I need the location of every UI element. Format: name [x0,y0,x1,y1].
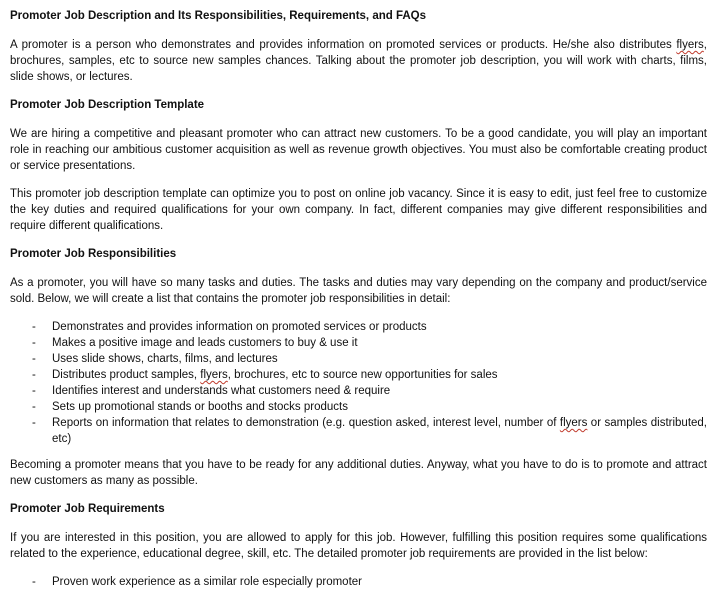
list-item [10,574,707,590]
template-paragraph-1: We are hiring a competitive and pleasant promoter who can attract new customers. To be a good candidate, you will play an important role in reaching our ambitious customer acquisition as well as revenue growth objectives. You must also be comfortable creating product or service presentations. [10,128,707,172]
list-item-text: Makes a positive image and leads customers to buy & use it [52,337,358,349]
list-dash: - [32,321,36,333]
intro-paragraph [10,37,707,85]
intro-text-before: A promoter is a person who demonstrates and provides information on promoted services or products. He/she also distributes [10,39,677,51]
responsibilities-closing: Becoming a promoter means that you have to be ready for any additional duties. Anyway, what you have to do is to promote and attract new customers as many as possible. [10,459,707,487]
template-heading: Promoter Job Description Template [10,99,205,111]
list-item [10,319,707,335]
list-dash: - [32,369,36,381]
list-item [10,399,707,415]
list-item-text: Sets up promotional stands or booths and stocks products [52,401,348,413]
spelling-flag-flyers: flyers [200,369,228,381]
responsibilities-list [10,319,707,447]
list-dash: - [32,353,36,365]
list-dash: - [32,417,36,429]
list-item [10,415,707,447]
list-dash: - [32,337,36,349]
responsibilities-heading: Promoter Job Responsibilities [10,248,177,260]
list-item-text-before: Distributes product samples, [52,369,201,381]
requirements-heading: Promoter Job Requirements [10,503,165,515]
list-item-text: Demonstrates and provides information on promoted services or products [52,321,427,333]
responsibilities-intro: As a promoter, you will have so many tasks and duties. The tasks and duties may vary depending on the company and product/service sold. Below, we will create a list that contains the promoter job responsibilities in detail: [10,277,707,305]
template-paragraph-2: This promoter job description template can optimize you to post on online job vacancy. Since it is easy to edit, just feel free to customize the key duties and required qualifications for your own company. In fact, different companies may give different responsibilities and require different qualifications. [10,188,707,232]
spelling-flag-flyers: flyers [559,417,588,429]
list-item [10,335,707,351]
requirements-list [10,574,707,590]
list-item [10,351,707,367]
page-title: Promoter Job Description and Its Responsibilities, Requirements, and FAQs [10,10,426,22]
list-item-text-before: Reports on information that relates to demonstration (e.g. question asked, interest level, number of [52,417,560,429]
list-item-text: Proven work experience as a similar role especially promoter [52,576,362,588]
list-item [10,367,707,383]
list-item-text-after: or samples distributed, etc) [52,417,707,445]
list-dash: - [32,385,36,397]
list-item-text: Identifies interest and understands what customers need & require [52,385,391,397]
list-dash: - [32,576,36,588]
list-dash: - [32,401,36,413]
requirements-intro: If you are interested in this position, you are allowed to apply for this job. However, fulfilling this position requires some qualifications related to the experience, educational degree, skill, etc. The detailed promoter job requirements are provided in the list below: [10,532,707,560]
spelling-flag-flyers: flyers [676,39,704,51]
list-item-text: Uses slide shows, charts, films, and lectures [52,353,278,365]
list-item [10,383,707,399]
intro-text-after: , brochures, samples, etc to source new samples chances. Talking about the promoter job description, you will work with charts, films, slide shows, or lectures. [10,39,707,83]
list-item-text-after: , brochures, etc to source new opportunities for sales [227,369,498,381]
